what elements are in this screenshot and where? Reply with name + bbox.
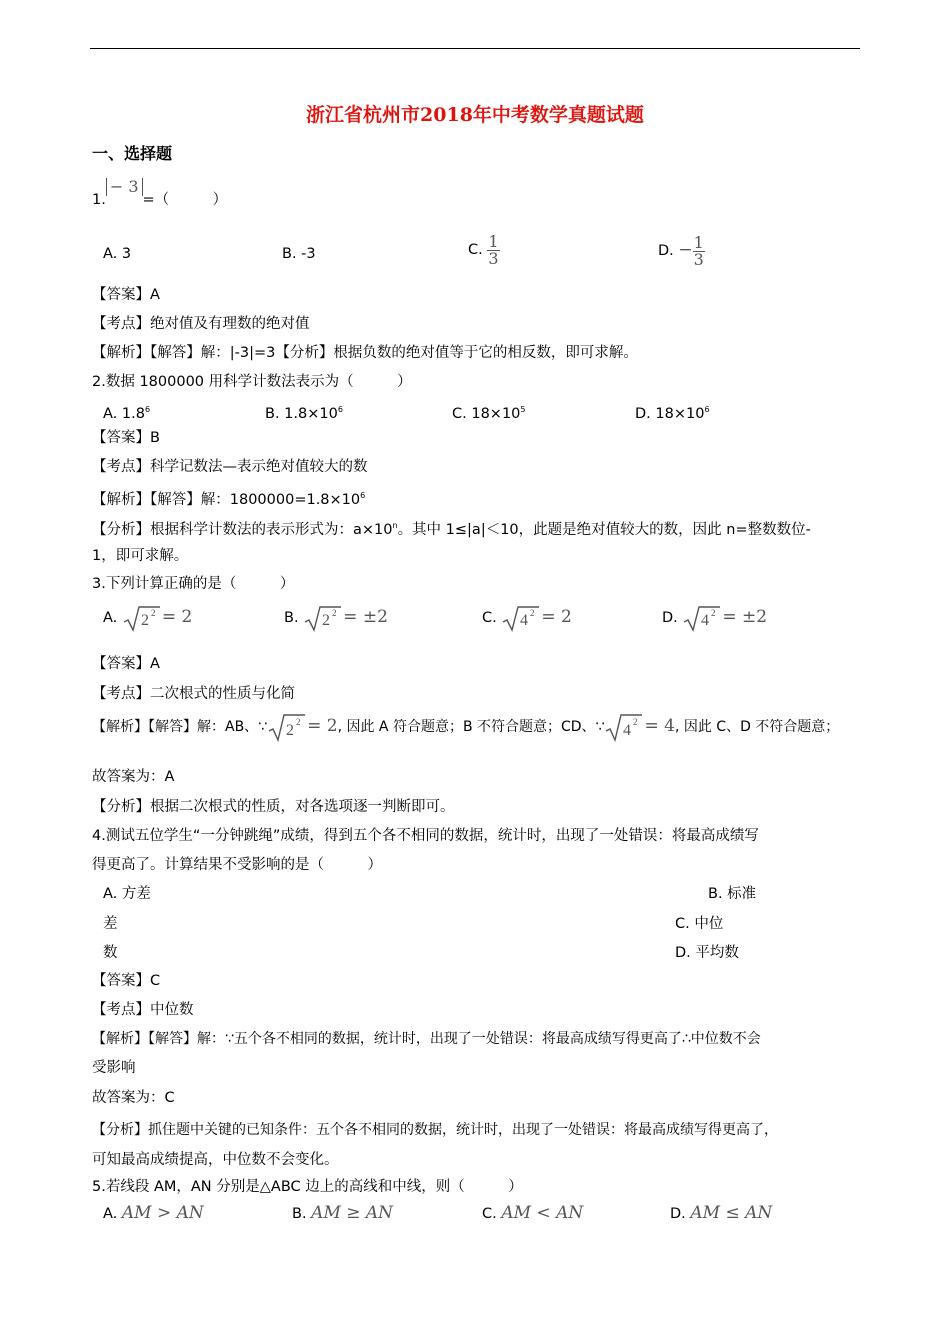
- sqrt-symbol: [122, 604, 162, 632]
- sqrt-symbol: [682, 604, 722, 632]
- option-b: B. 2 2 = ±2: [284, 600, 388, 634]
- sqrt-symbol: [604, 712, 644, 742]
- question-5: 5.若线段 AM，AN 分别是△ABC 边上的高线和中线，则（ ）: [92, 1179, 523, 1195]
- analysis: 【解析】【解答】解：|-3|=3【分析】根据负数的绝对值等于它的相反数，即可求解。: [92, 345, 638, 361]
- sqrt-symbol: [267, 712, 307, 742]
- analysis: 【解析】【解答】解：AB、∵ 2 2 = 2, 因此 A 符合题意；B 不符合题意；CD、∵ 4 2 = 4, 因此 C、D 不符合题意；: [92, 708, 839, 744]
- section-heading: 一、选择题: [92, 144, 173, 163]
- fenxi: 【分析】根据科学计数法的表示形式为：$a\times 10^n$。其中 1≤|a|＜10，此题是绝对值较大的数，因此 n=整数数位-: [92, 521, 811, 538]
- fenxi-cont: 1，即可求解。: [92, 548, 189, 564]
- question-stem: =（ ）: [142, 192, 228, 208]
- option-a: A. 方差: [103, 886, 151, 902]
- option-d: D. 4 2 = ±2: [662, 600, 767, 634]
- option-a: A. 3: [103, 246, 132, 262]
- option-c: C. $\frac{1}{3}$: [468, 231, 499, 268]
- fenxi: 【分析】抓住题中关键的已知条件：五个各不相同的数据，统计时，出现了一处错误：将最高成绩写得更高了，: [92, 1122, 778, 1138]
- knowledge-point: 【考点】绝对值及有理数的绝对值: [92, 316, 310, 332]
- analysis: 【解析】【解答】解：∵五个各不相同的数据，统计时，出现了一处错误：将最高成绩写得更高了∴中位数不会: [92, 1031, 761, 1047]
- question-3: 3.下列计算正确的是（ ）: [92, 576, 295, 592]
- svg-text:2: 2: [150, 608, 156, 618]
- option-d: D. 平均数: [675, 945, 739, 961]
- page-title: 浙江省杭州市2018年中考数学真题试题: [306, 104, 644, 126]
- answer: 【答案】B: [92, 430, 160, 446]
- fenxi: 【分析】根据二次根式的性质，对各选项逐一判断即可。: [92, 799, 455, 815]
- option-d: D. $18\times 10^6$: [635, 405, 710, 422]
- knowledge-point: 【考点】中位数: [92, 1002, 194, 1018]
- knowledge-point: 【考点】科学记数法—表示绝对值较大的数: [92, 459, 368, 475]
- conclusion: 故答案为：A: [92, 769, 175, 785]
- option-c: C. AM < AN: [482, 1203, 584, 1223]
- question-number: 1.: [92, 192, 106, 208]
- option-a: A. AM > AN: [103, 1203, 204, 1223]
- option-b: B. -3: [282, 246, 316, 262]
- answer: 【答案】A: [92, 287, 160, 303]
- svg-text:2: 2: [286, 722, 295, 739]
- svg-text:2: 2: [633, 717, 638, 727]
- sqrt-symbol: [303, 604, 343, 632]
- analysis-cont: 受影响: [92, 1060, 136, 1076]
- svg-text:2: 2: [332, 608, 337, 618]
- fraction: $\frac{1}{3}$: [693, 232, 704, 269]
- option-b: B. $1.8\times 10^6$: [265, 405, 343, 422]
- question-2: 2.数据 1800000 用科学计数法表示为（ ）: [92, 374, 412, 390]
- question-4-cont: 得更高了。计算结果不受影响的是（ ）: [92, 857, 382, 873]
- svg-text:2: 2: [530, 608, 535, 618]
- option-a: A. $1.8^6$: [103, 405, 151, 422]
- question-1: [92, 177, 228, 210]
- svg-text:4: 4: [623, 722, 632, 739]
- option-a: A. 2 2 = 2: [103, 600, 192, 634]
- option-c: C. $18\times 10^5$: [452, 405, 526, 422]
- option-d: D. − $\frac{1}{3}$: [658, 232, 704, 269]
- svg-text:4: 4: [520, 612, 529, 629]
- option-c-cont: 数: [103, 945, 118, 961]
- svg-text:4: 4: [701, 612, 710, 629]
- conclusion: 故答案为：C: [92, 1090, 175, 1106]
- svg-text:2: 2: [140, 612, 149, 629]
- analysis: 【解析】【解答】解：$1800000=1.8\times 10^6$: [92, 491, 366, 508]
- svg-text:2: 2: [296, 717, 301, 727]
- option-b: B. AM ≥ AN: [292, 1203, 394, 1223]
- option-b: B. 标准: [708, 886, 757, 902]
- option-b-cont: 差: [103, 916, 118, 932]
- option-d: D. AM ≤ AN: [670, 1203, 773, 1223]
- abs-expression: − 3: [106, 178, 143, 196]
- fenxi-cont: 可知最高成绩提高，中位数不会变化。: [92, 1152, 339, 1168]
- knowledge-point: 【考点】二次根式的性质与化简: [92, 686, 295, 702]
- fraction: $\frac{1}{3}$: [488, 231, 499, 268]
- answer: 【答案】A: [92, 656, 160, 672]
- header-rule: [90, 48, 860, 49]
- sqrt-symbol: [501, 604, 541, 632]
- option-c: C. 中位: [675, 916, 724, 932]
- answer: 【答案】C: [92, 973, 161, 989]
- svg-text:2: 2: [322, 612, 331, 629]
- question-4: 4.测试五位学生“一分钟跳绳”成绩，得到五个各不相同的数据，统计时，出现了一处错误：将最高成绩写: [92, 828, 759, 844]
- svg-text:2: 2: [711, 608, 716, 618]
- option-c: C. 4 2 = 2: [482, 600, 572, 634]
